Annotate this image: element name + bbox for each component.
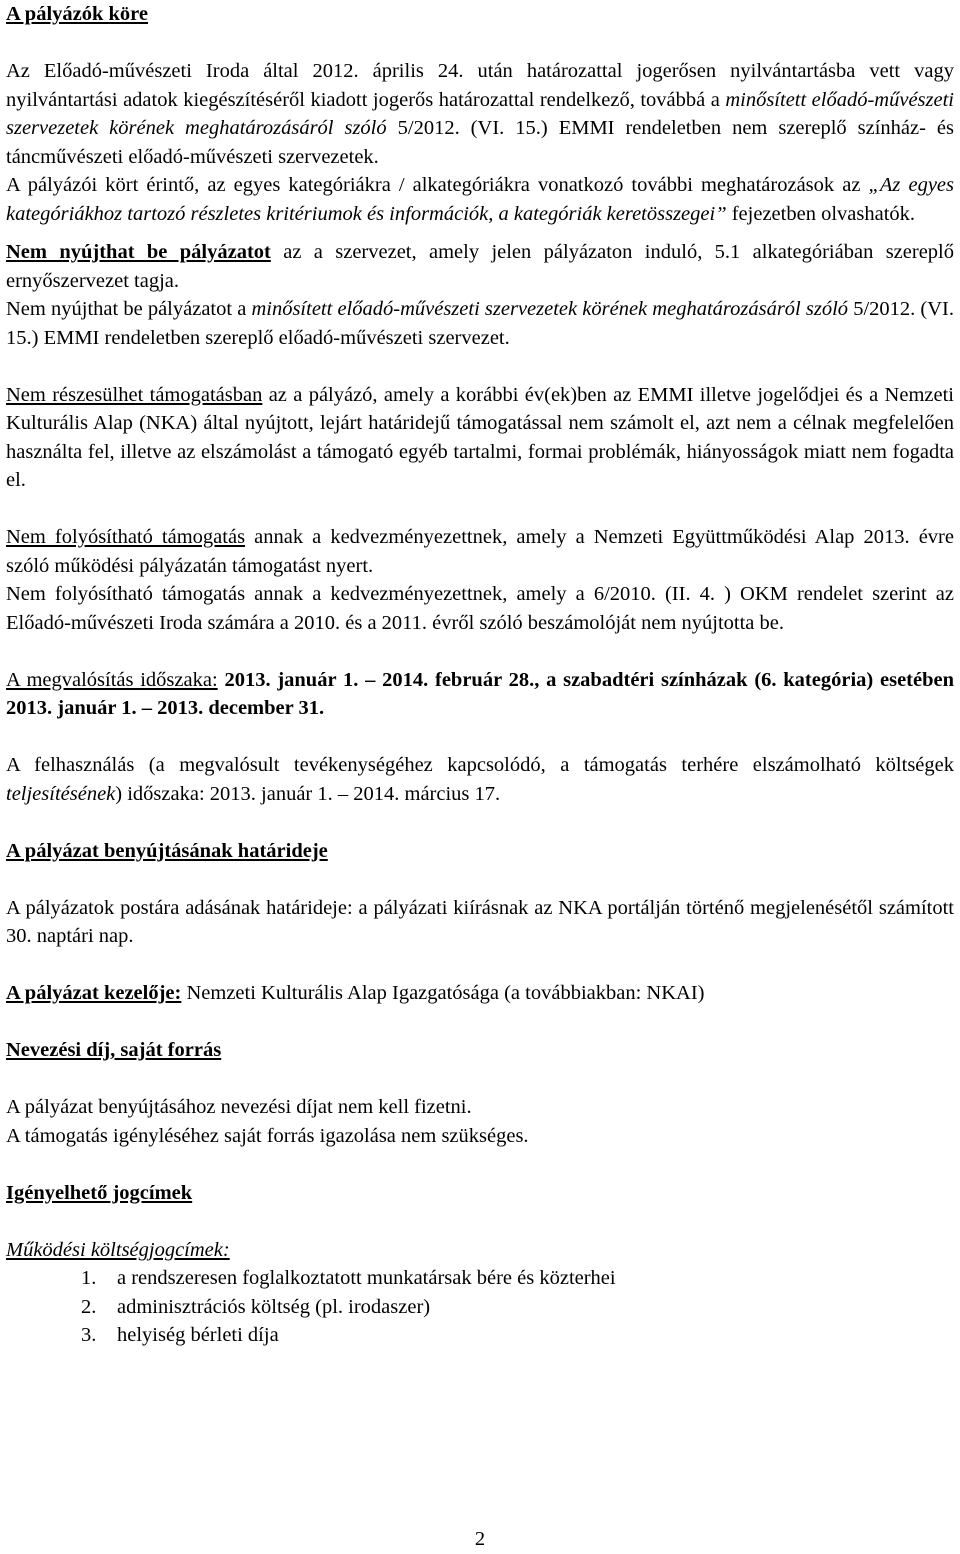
heading-applicants: A pályázók köre xyxy=(6,3,148,25)
heading-deadline: A pályázat benyújtásának határideje xyxy=(6,839,328,862)
subheading-operating-costs: Működési költségjogcímek: xyxy=(6,1238,230,1261)
deadline-text: A pályázatok postára adásának határideje: a pályázati kiírásnak az NKA portálján történő megjelenésétől számított 30. naptári nap. xyxy=(6,896,954,947)
heading-claimable: Igényelhető jogcímek xyxy=(6,1181,193,1204)
page-number: 2 xyxy=(474,1528,486,1550)
applicants-paragraph-1: Az Előadó-művészeti Iroda által 2012. április 24. után határozattal jogerősen nyilvántartásba vett vagy nyilvántartási adatok kiegészítéséről kiadott jogerős határozattal rendelkező, továbbá a minősített előadó-művészeti szervezetek körének meghatározásáról szóló 5/2012. (VI. 15.) EMMI rendeletben nem szereplő színház- és táncművészeti előadó-művészeti szervezetek. xyxy=(6,60,954,168)
document-page xyxy=(6,0,954,1350)
heading-fee: Nevezési díj, saját forrás xyxy=(6,1039,222,1061)
implementation-period: A megvalósítás időszaka: 2013. január 1. – 2014. február 28., a szabadtéri színházak (6. kategória) esetében 2013. január 1. – 2013. december 31. xyxy=(6,668,955,719)
fee-line-1: A pályázat benyújtásához nevezési díjat nem kell fizetni. xyxy=(6,1096,472,1118)
list-item: 2. adminisztrációs költség (pl. irodaszer) xyxy=(81,1295,431,1318)
no-support-paragraph: Nem részesülhet támogatásban az a pályázó, amely a korábbi év(ek)ben az EMMI illetve jogelődjei és a Nemzeti Kulturális Alap (NKA) által nyújtott, lejárt határidejű támogatással nem számolt el, azt nem a célnak megfelelően használta fel, illetve az elszámolást a támogató egyéb tartalmi, formai problémák, hiányosságok miatt nem fogadta el. xyxy=(6,383,954,491)
list-item: 3. helyiség bérleti díja xyxy=(81,1324,279,1346)
applicants-paragraph-2: A pályázói kört érintő, az egyes kategóriákra / alkategóriákra vonatkozó további meghatározások az „Az egyes kategóriákhoz tartozó részletes kritériumok és információk, a kategóriák keretösszegei” fejezetben olvashatók. xyxy=(6,174,954,225)
applicants-paragraph-4: Nem nyújthat be pályázatot a minősített előadó-művészeti szervezetek körének meghatározásáról szóló 5/2012. (VI. 15.) EMMI rendeletben szereplő előadó-művészeti szervezet. xyxy=(6,298,954,349)
applicants-paragraph-3: Nem nyújthat be pályázatot az a szervezet, amely jelen pályázaton induló, 5.1 alkategóriában szereplő ernyőszervezet tagja. xyxy=(6,241,954,292)
handler-line: A pályázat kezelője: Nemzeti Kulturális Alap Igazgatósága (a továbbiakban: NKAI) xyxy=(6,982,705,1004)
no-payment-paragraph-2: Nem folyósítható támogatás annak a kedvezményezettnek, amely a 6/2010. (II. 4. ) OKM rendelet szerint az Előadó-művészeti Iroda számára a 2010. és a 2011. évről szóló beszámolóját nem nyújtotta be. xyxy=(6,583,954,634)
no-payment-paragraph-1: Nem folyósítható támogatás annak a kedvezményezettnek, amely a Nemzeti Együttműködési Alap 2013. évre szóló működési pályázatán támogatást nyert. xyxy=(6,526,954,577)
operating-costs-list xyxy=(6,1264,954,1350)
fee-line-2: A támogatás igényléséhez saját forrás igazolása nem szükséges. xyxy=(6,1124,529,1147)
usage-period: A felhasználás (a megvalósult tevékenységéhez kapcsolódó, a támogatás terhére elszámolható költségek teljesítésének) időszaka: 2013. január 1. – 2014. március 17. xyxy=(6,754,954,805)
list-item: 1. a rendszeresen foglalkoztatott munkatársak bére és közterhei xyxy=(81,1267,616,1289)
